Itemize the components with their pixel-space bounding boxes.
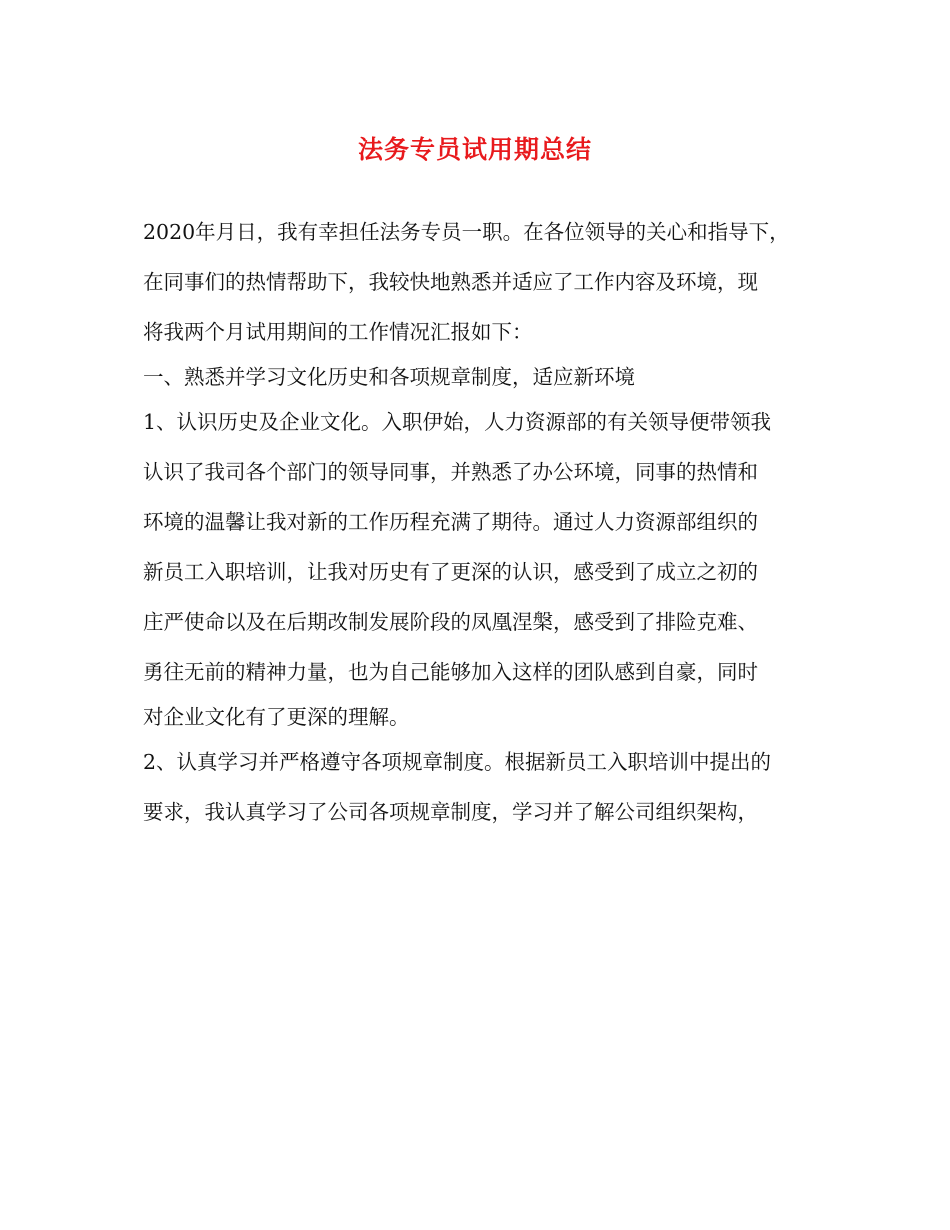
section-heading-1: 一、熟悉并学习文化历史和各项规章制度，适应新环境 [143, 365, 635, 389]
body-line-1: 2020年月日，我有幸担任法务专员一职。在各位领导的关心和指导下， [143, 220, 790, 244]
body-line-9: 庄严使命以及在后期改制发展阶段的凤凰涅槃，感受到了排险克难、 [143, 610, 758, 634]
body-line-8: 新员工入职培训，让我对历史有了更深的认识，感受到了成立之初的 [143, 560, 758, 584]
body-line-10: 勇往无前的精神力量，也为自己能够加入这样的团队感到自豪，同时 [143, 660, 758, 684]
document-body [143, 207, 823, 837]
body-line-2: 在同事们的热情帮助下，我较快地熟悉并适应了工作内容及环境，现 [143, 270, 758, 294]
body-line-7: 环境的温馨让我对新的工作历程充满了期待。通过人力资源部组织的 [143, 510, 758, 534]
body-line-13: 要求，我认真学习了公司各项规章制度，学习并了解公司组织架构， [143, 800, 758, 824]
document-title: 法务专员试用期总结 [357, 135, 592, 164]
body-line-3: 将我两个月试用期间的工作情况汇报如下： [143, 320, 533, 344]
body-line-5: 1、认识历史及企业文化。入职伊始，人力资源部的有关领导便带领我 [143, 410, 772, 434]
body-line-6: 认识了我司各个部门的领导同事，并熟悉了办公环境，同事的热情和 [143, 460, 758, 484]
body-line-11: 对企业文化有了更深的理解。 [143, 705, 410, 729]
body-line-12: 2、认真学习并严格遵守各项规章制度。根据新员工入职培训中提出的 [143, 750, 772, 774]
